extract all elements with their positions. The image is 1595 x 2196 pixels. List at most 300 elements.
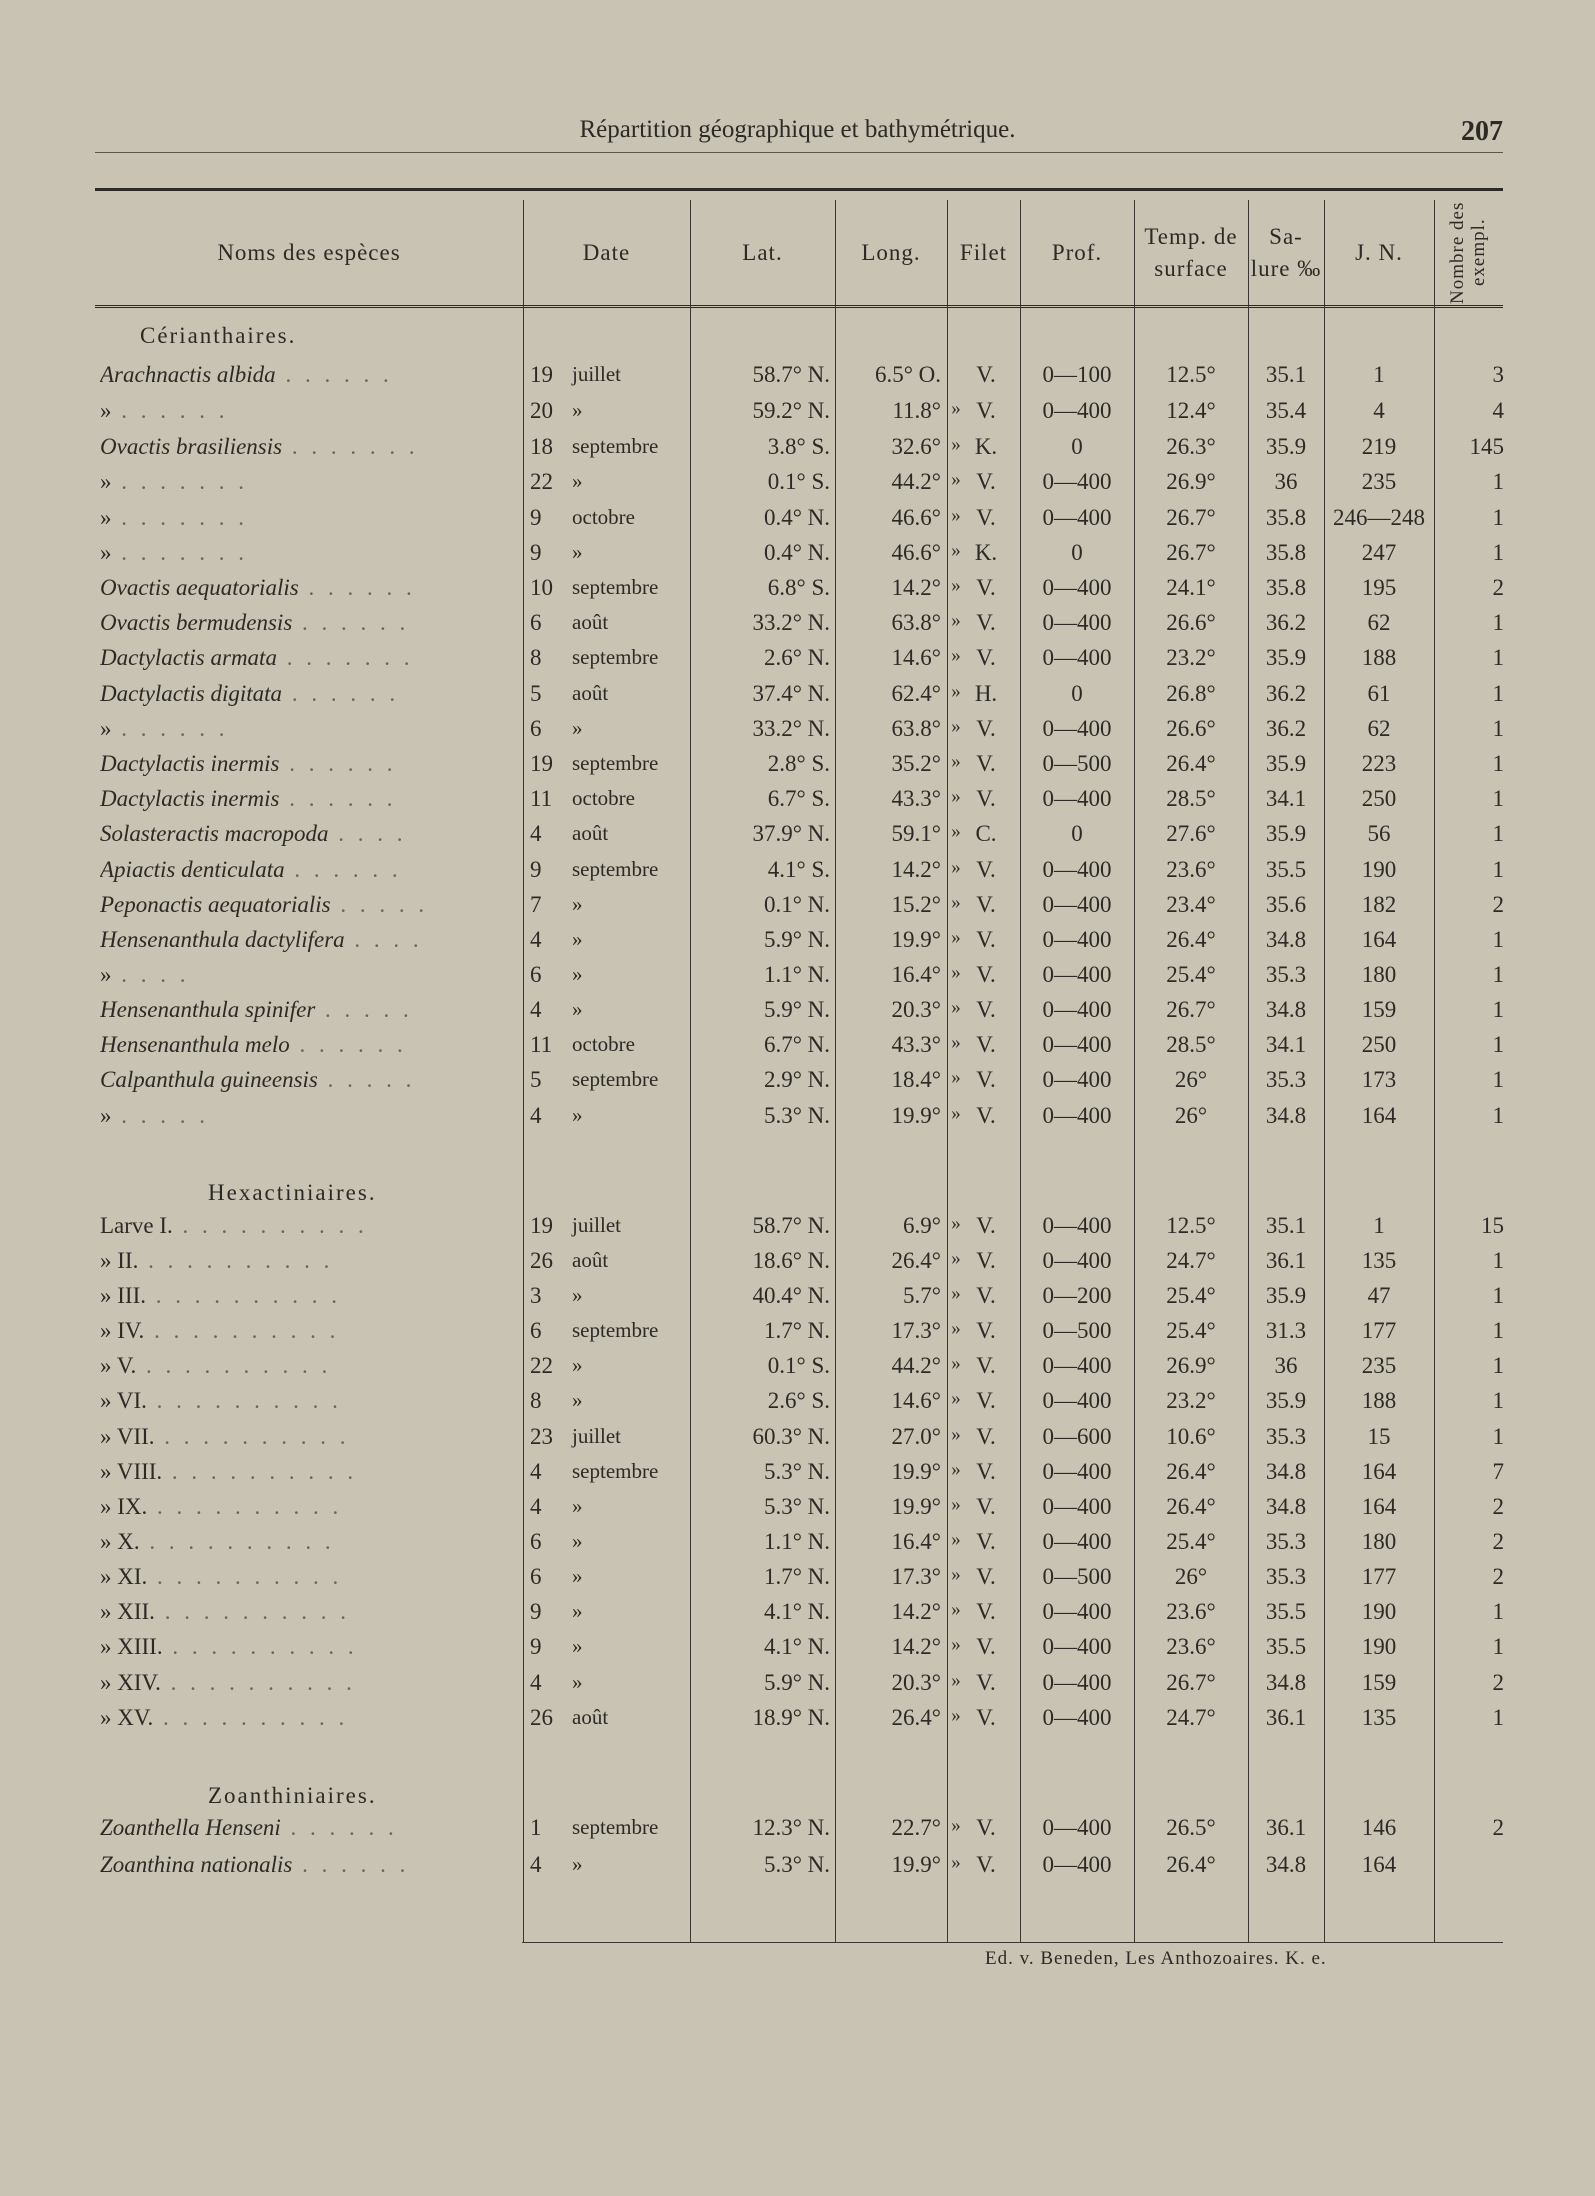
cell-ditto: »	[951, 505, 961, 526]
cell-prof: 0—400	[1042, 962, 1112, 987]
species-name: Ovactis brasiliensis	[100, 434, 283, 459]
cell-n: 2	[1492, 1815, 1504, 1840]
cell-prof: 0—500	[1042, 751, 1112, 776]
cell-jn: 235	[1361, 469, 1397, 494]
cell-sal: 35.3	[1265, 1067, 1307, 1092]
species-name: » IX.	[100, 1494, 148, 1519]
cell-sal: 35.6	[1265, 892, 1307, 917]
cell-prof: 0—400	[1042, 1459, 1112, 1484]
cell-long: 14.6°	[891, 1388, 941, 1413]
cell-month: »	[572, 997, 583, 1021]
cell-ditto: »	[951, 1318, 961, 1339]
cell-long: 17.3°	[891, 1564, 941, 1589]
cell-n: 145	[1469, 434, 1504, 459]
cell-name	[100, 716, 518, 742]
cell-lat: 5.3° N.	[763, 1459, 830, 1484]
dot-leader: . . . . . . . . . .	[162, 1634, 358, 1659]
cell-day: 6	[530, 610, 542, 635]
cell-prof: 0—400	[1042, 1852, 1112, 1877]
cell-sal: 35.8	[1265, 540, 1307, 565]
cell-jn: 56	[1367, 821, 1391, 846]
cell-ditto: »	[951, 1388, 961, 1409]
cell-temp: 26.7°	[1166, 1670, 1216, 1695]
cell-filet: V.	[976, 751, 996, 776]
cell-n: 1	[1492, 1248, 1504, 1273]
cell-lat: 2.8° S.	[767, 751, 830, 776]
cell-prof: 0—400	[1042, 398, 1112, 423]
cell-filet: V.	[976, 362, 996, 387]
cell-temp: 26.8°	[1166, 681, 1216, 706]
cell-day: 22	[530, 469, 553, 494]
cell-temp: 10.6°	[1166, 1424, 1216, 1449]
cell-filet: V.	[976, 1459, 996, 1484]
col-header-filet: Filet	[959, 239, 1008, 265]
table-row	[0, 1494, 1595, 1528]
cell-n: 1	[1492, 857, 1504, 882]
cell-day: 5	[530, 1067, 542, 1092]
cell-temp: 25.4°	[1166, 1529, 1216, 1554]
cell-n: 1	[1492, 1032, 1504, 1057]
cell-sal: 36.2	[1265, 610, 1307, 635]
cell-prof: 0—400	[1042, 1670, 1112, 1695]
cell-day: 4	[530, 1670, 542, 1695]
cell-n: 1	[1492, 645, 1504, 670]
cell-long: 20.3°	[891, 997, 941, 1022]
cell-n: 1	[1492, 681, 1504, 706]
dot-leader: . . . . . . . . . .	[172, 1213, 368, 1238]
table-row	[0, 540, 1595, 574]
cell-long: 63.8°	[891, 610, 941, 635]
cell-day: 9	[530, 857, 542, 882]
cell-prof: 0—400	[1042, 1599, 1112, 1624]
cell-month: septembre	[572, 1459, 659, 1483]
cell-filet: V.	[976, 1283, 996, 1308]
cell-temp: 26.9°	[1166, 1353, 1216, 1378]
cell-long: 59.1°	[891, 821, 941, 846]
cell-name	[100, 1067, 518, 1093]
cell-prof: 0—400	[1042, 1032, 1112, 1057]
species-name: »	[100, 540, 112, 565]
cell-prof: 0	[1071, 540, 1083, 565]
col-header-salinity: Sa- lure ‰	[1250, 224, 1322, 281]
cell-sal: 36.1	[1265, 1705, 1307, 1730]
cell-sal: 35.3	[1265, 1529, 1307, 1554]
cell-jn: 247	[1361, 540, 1397, 565]
cell-n: 3	[1492, 362, 1504, 387]
cell-month: septembre	[572, 1815, 659, 1839]
cell-lat: 18.6° N.	[752, 1248, 830, 1273]
cell-prof: 0—400	[1042, 469, 1112, 494]
cell-temp: 26.7°	[1166, 997, 1216, 1022]
cell-jn: 180	[1361, 962, 1397, 987]
cell-lat: 1.7° N.	[763, 1564, 830, 1589]
table-row	[0, 362, 1595, 396]
cell-name	[100, 610, 518, 636]
cell-name	[100, 786, 518, 812]
cell-long: 32.6°	[891, 434, 941, 459]
cell-lat: 1.1° N.	[763, 1529, 830, 1554]
cell-ditto: »	[951, 1459, 961, 1480]
cell-day: 22	[530, 1353, 553, 1378]
dot-leader: . . . . . . . . . .	[136, 1353, 332, 1378]
cell-month: »	[572, 716, 583, 740]
cell-jn: 4	[1373, 398, 1385, 423]
cell-prof: 0—400	[1042, 786, 1112, 811]
cell-month: »	[572, 1634, 583, 1658]
cell-long: 19.9°	[891, 1459, 941, 1484]
cell-jn: 164	[1361, 927, 1397, 952]
cell-lat: 5.9° N.	[763, 927, 830, 952]
cell-ditto: »	[951, 610, 961, 631]
cell-n: 2	[1492, 1564, 1504, 1589]
dot-leader: . . . . . .	[280, 1815, 398, 1840]
cell-jn: 188	[1361, 645, 1397, 670]
cell-filet: V.	[976, 927, 996, 952]
cell-long: 44.2°	[891, 469, 941, 494]
cell-ditto: »	[951, 398, 961, 419]
table-row	[0, 1353, 1595, 1387]
cell-lat: 37.9° N.	[752, 821, 830, 846]
cell-jn: 190	[1361, 1599, 1397, 1624]
cell-sal: 36.2	[1265, 716, 1307, 741]
cell-jn: 1	[1373, 1213, 1385, 1238]
cell-sal: 34.8	[1265, 1852, 1307, 1877]
cell-temp: 28.5°	[1166, 1032, 1216, 1057]
table-bottom-rule	[522, 1942, 1503, 1943]
cell-jn: 47	[1367, 1283, 1391, 1308]
cell-name	[100, 398, 518, 424]
cell-long: 22.7°	[891, 1815, 941, 1840]
cell-lat: 0.1° S.	[767, 469, 830, 494]
cell-long: 14.2°	[891, 1599, 941, 1624]
cell-temp: 24.7°	[1166, 1248, 1216, 1273]
cell-temp: 23.6°	[1166, 857, 1216, 882]
table-row	[0, 1459, 1595, 1493]
cell-day: 8	[530, 645, 542, 670]
cell-filet: V.	[976, 1599, 996, 1624]
cell-lat: 60.3° N.	[752, 1424, 830, 1449]
cell-lat: 6.8° S.	[767, 575, 830, 600]
cell-name	[100, 1388, 518, 1414]
cell-ditto: »	[951, 645, 961, 666]
table-row	[0, 1705, 1595, 1739]
dot-leader: . . . . .	[315, 997, 413, 1022]
dot-leader: . . . . . . . . . .	[154, 1424, 350, 1449]
cell-month: août	[572, 681, 609, 705]
species-name: Larve I.	[100, 1213, 173, 1238]
cell-sal: 34.1	[1265, 1032, 1307, 1057]
cell-day: 19	[530, 362, 553, 387]
cell-name	[100, 1815, 518, 1841]
col-header-temp: Temp. de surface	[1144, 224, 1238, 281]
cell-prof: 0—400	[1042, 1353, 1112, 1378]
table-row	[0, 927, 1595, 961]
cell-day: 4	[530, 1459, 542, 1484]
cell-month: octobre	[572, 786, 635, 810]
species-name: Dactylactis armata	[100, 645, 277, 670]
cell-sal: 35.5	[1265, 857, 1307, 882]
cell-ditto: »	[951, 1213, 961, 1234]
cell-lat: 33.2° N.	[752, 610, 830, 635]
species-name: » X.	[100, 1529, 140, 1554]
cell-name	[100, 821, 518, 847]
cell-name	[100, 1283, 518, 1309]
cell-prof: 0—400	[1042, 892, 1112, 917]
dot-leader: . . . . . . .	[282, 434, 419, 459]
cell-name	[100, 505, 518, 531]
cell-long: 14.2°	[891, 575, 941, 600]
cell-long: 19.9°	[891, 927, 941, 952]
cell-sal: 35.9	[1265, 1283, 1307, 1308]
cell-temp: 26.4°	[1166, 1852, 1216, 1877]
species-name: Solasteractis macropoda	[100, 821, 329, 846]
cell-month: »	[572, 398, 583, 422]
cell-n: 2	[1492, 575, 1504, 600]
cell-day: 23	[530, 1424, 553, 1449]
cell-filet: V.	[976, 892, 996, 917]
cell-prof: 0—400	[1042, 997, 1112, 1022]
table-row	[0, 505, 1595, 539]
species-name: Peponactis aequatorialis	[100, 892, 331, 917]
cell-name	[100, 1634, 518, 1660]
cell-ditto: »	[951, 1424, 961, 1445]
cell-ditto: »	[951, 892, 961, 913]
dot-leader: . . . . . .	[279, 751, 397, 776]
cell-prof: 0—400	[1042, 1248, 1112, 1273]
species-name: Zoanthina nationalis	[100, 1852, 293, 1877]
cell-name	[100, 1494, 518, 1520]
cell-name	[100, 434, 518, 460]
cell-lat: 0.1° N.	[763, 892, 830, 917]
dot-leader: . . . . . .	[292, 1852, 410, 1877]
cell-day: 9	[530, 540, 542, 565]
cell-n: 1	[1492, 505, 1504, 530]
cell-month: »	[572, 962, 583, 986]
cell-filet: V.	[976, 1248, 996, 1273]
cell-ditto: »	[951, 1815, 961, 1836]
table-row	[0, 1815, 1595, 1849]
cell-temp: 26°	[1174, 1067, 1208, 1092]
species-name: »	[100, 398, 112, 423]
cell-ditto: »	[951, 1353, 961, 1374]
species-name: »	[100, 962, 112, 987]
cell-filet: V.	[976, 1424, 996, 1449]
cell-prof: 0—400	[1042, 1634, 1112, 1659]
cell-day: 20	[530, 398, 553, 423]
cell-prof: 0—100	[1042, 362, 1112, 387]
dot-leader: . . . . . .	[282, 681, 400, 706]
cell-ditto: »	[951, 540, 961, 561]
cell-filet: C.	[975, 821, 997, 846]
cell-day: 6	[530, 962, 542, 987]
cell-filet: V.	[976, 1529, 996, 1554]
cell-name	[100, 1424, 518, 1450]
cell-ditto: »	[951, 1852, 961, 1873]
cell-filet: V.	[976, 469, 996, 494]
cell-sal: 36.2	[1265, 681, 1307, 706]
cell-lat: 12.3° N.	[752, 1815, 830, 1840]
cell-month: »	[572, 1353, 583, 1377]
cell-month: août	[572, 821, 609, 845]
col-header-long: Long.	[861, 239, 921, 265]
cell-day: 4	[530, 1103, 542, 1128]
table-top-rule	[95, 188, 1503, 191]
cell-temp: 24.1°	[1166, 575, 1216, 600]
cell-ditto: »	[951, 1529, 961, 1550]
group-heading-zoanthiniaires: Zoanthiniaires.	[208, 1783, 377, 1808]
species-name: » II.	[100, 1248, 139, 1273]
cell-jn: 135	[1361, 1248, 1397, 1273]
cell-lat: 5.3° N.	[763, 1103, 830, 1128]
cell-sal: 36.1	[1265, 1815, 1307, 1840]
cell-day: 6	[530, 1564, 542, 1589]
species-name: Zoanthella Henseni	[100, 1815, 281, 1840]
cell-name	[100, 962, 518, 988]
table-row	[0, 1032, 1595, 1066]
cell-long: 35.2°	[891, 751, 941, 776]
cell-prof: 0	[1071, 821, 1083, 846]
cell-temp: 23.2°	[1166, 1388, 1216, 1413]
cell-ditto: »	[951, 1103, 961, 1124]
cell-lat: 5.3° N.	[763, 1494, 830, 1519]
cell-day: 4	[530, 927, 542, 952]
cell-n: 1	[1492, 469, 1504, 494]
cell-jn: 62	[1367, 610, 1391, 635]
cell-filet: H.	[974, 681, 998, 706]
cell-day: 19	[530, 1213, 553, 1238]
cell-sal: 34.8	[1265, 1670, 1307, 1695]
cell-n: 1	[1492, 1599, 1504, 1624]
species-name: Dactylactis inermis	[100, 786, 280, 811]
cell-filet: K.	[974, 434, 998, 459]
cell-month: septembre	[572, 751, 659, 775]
species-name: » IV.	[100, 1318, 145, 1343]
cell-n: 1	[1492, 540, 1504, 565]
cell-n: 1	[1492, 1388, 1504, 1413]
species-name: Dactylactis digitata	[100, 681, 283, 706]
species-name: » XV.	[100, 1705, 154, 1730]
dot-leader: . . . . . . . . . .	[147, 1494, 343, 1519]
dot-leader: . . . .	[328, 821, 407, 846]
cell-filet: V.	[976, 1353, 996, 1378]
table-row	[0, 857, 1595, 891]
cell-lat: 5.9° N.	[763, 997, 830, 1022]
cell-day: 19	[530, 751, 553, 776]
cell-ditto: »	[951, 575, 961, 596]
cell-temp: 26.6°	[1166, 716, 1216, 741]
table-row	[0, 681, 1595, 715]
cell-n: 1	[1492, 610, 1504, 635]
cell-jn: 190	[1361, 857, 1397, 882]
cell-sal: 35.5	[1265, 1599, 1307, 1624]
table-row	[0, 892, 1595, 926]
cell-prof: 0—400	[1042, 505, 1112, 530]
cell-long: 19.9°	[891, 1103, 941, 1128]
cell-filet: V.	[976, 1494, 996, 1519]
cell-long: 14.6°	[891, 645, 941, 670]
cell-day: 18	[530, 434, 553, 459]
cell-long: 19.9°	[891, 1494, 941, 1519]
species-name: Hensenanthula dactylifera	[100, 927, 345, 952]
table-row	[0, 962, 1595, 996]
table-row	[0, 997, 1595, 1031]
cell-lat: 4.1° N.	[763, 1599, 830, 1624]
cell-month: »	[572, 1599, 583, 1623]
cell-month: août	[572, 1705, 609, 1729]
cell-ditto: »	[951, 821, 961, 842]
cell-n: 15	[1481, 1213, 1504, 1238]
cell-day: 4	[530, 1494, 542, 1519]
cell-long: 43.3°	[891, 786, 941, 811]
cell-ditto: »	[951, 1599, 961, 1620]
col-header-jn: J. N.	[1355, 239, 1403, 265]
dot-leader: . . . . . . .	[111, 469, 248, 494]
species-name: » VI.	[100, 1388, 147, 1413]
cell-sal: 35.3	[1265, 1564, 1307, 1589]
cell-prof: 0—400	[1042, 927, 1112, 952]
cell-day: 11	[530, 1032, 553, 1057]
cell-filet: V.	[976, 575, 996, 600]
cell-month: septembre	[572, 1067, 659, 1091]
cell-day: 6	[530, 716, 542, 741]
cell-ditto: »	[951, 1634, 961, 1655]
cell-month: »	[572, 892, 583, 916]
cell-jn: 250	[1361, 1032, 1397, 1057]
cell-day: 8	[530, 1388, 542, 1413]
cell-jn: 173	[1361, 1067, 1397, 1092]
dot-leader: . . . . . . . . . .	[153, 1705, 349, 1730]
species-name: »	[100, 716, 112, 741]
col-header-date: Date	[582, 239, 631, 265]
cell-month: »	[572, 1564, 583, 1588]
cell-jn: 190	[1361, 1634, 1397, 1659]
cell-jn: 164	[1361, 1494, 1397, 1519]
cell-day: 4	[530, 1852, 542, 1877]
cell-name	[100, 892, 518, 918]
dot-leader: . . . . . . . . . .	[146, 1388, 342, 1413]
cell-name	[100, 1248, 518, 1274]
cell-ditto: »	[951, 786, 961, 807]
species-name: » VIII.	[100, 1459, 163, 1484]
cell-jn: 159	[1361, 1670, 1397, 1695]
cell-prof: 0—400	[1042, 1103, 1112, 1128]
cell-month: septembre	[572, 1318, 659, 1342]
cell-day: 6	[530, 1529, 542, 1554]
cell-prof: 0	[1071, 681, 1083, 706]
cell-long: 26.4°	[891, 1248, 941, 1273]
cell-jn: 219	[1361, 434, 1397, 459]
species-name: » XII.	[100, 1599, 155, 1624]
dot-leader: . . . . . .	[292, 610, 410, 635]
cell-month: »	[572, 540, 583, 564]
cell-ditto: »	[951, 1670, 961, 1691]
cell-temp: 26.9°	[1166, 469, 1216, 494]
cell-prof: 0—400	[1042, 1067, 1112, 1092]
table-row	[0, 434, 1595, 468]
cell-filet: V.	[976, 610, 996, 635]
cell-lat: 3.8° S.	[767, 434, 830, 459]
cell-day: 7	[530, 892, 542, 917]
cell-lat: 37.4° N.	[752, 681, 830, 706]
species-name: » XIV.	[100, 1670, 161, 1695]
dot-leader: . . . . . . .	[276, 645, 414, 670]
cell-temp: 23.2°	[1166, 645, 1216, 670]
cell-n: 1	[1492, 1103, 1504, 1128]
cell-sal: 35.1	[1265, 362, 1307, 387]
cell-name	[100, 540, 518, 566]
cell-prof: 0—400	[1042, 1529, 1112, 1554]
cell-ditto: »	[951, 1494, 961, 1515]
